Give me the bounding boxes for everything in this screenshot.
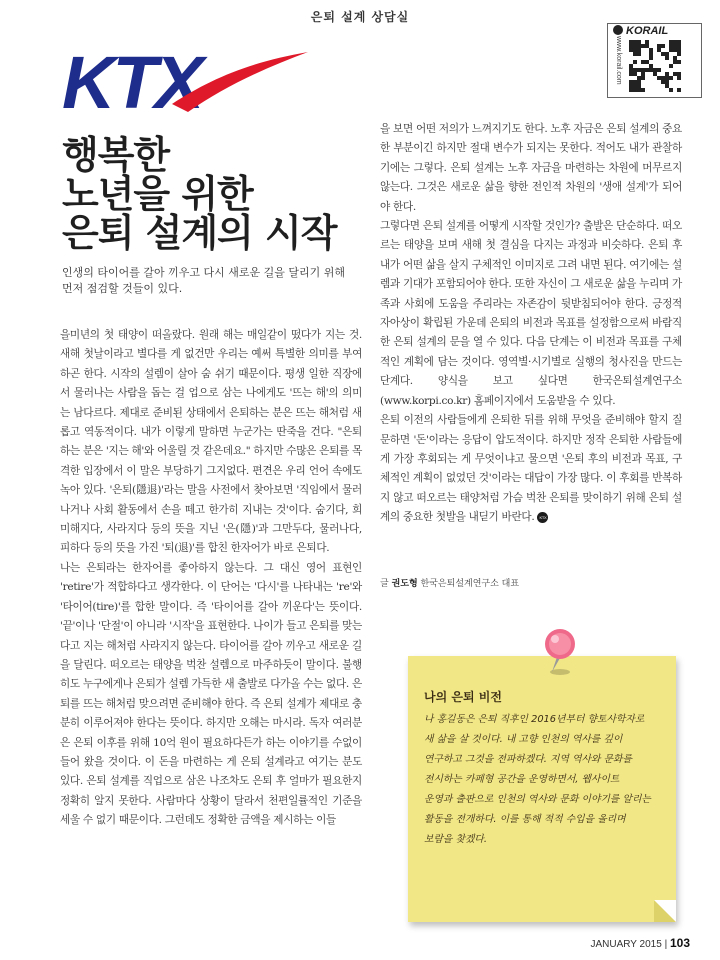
- note-line: 연구하고 그것을 전파하겠다. 지역 역사와 문화를: [424, 754, 632, 765]
- title-line: 은퇴 설계의 시작: [62, 211, 337, 255]
- article-title: [62, 133, 362, 255]
- note-line: 나 홍길동은 은퇴 직후인 2016년부터 향토사학자로: [424, 714, 645, 725]
- body-paragraph: 을 보면 어떤 저의가 느껴지기도 한다. 노후 자금은 은퇴 설계의 중요한 부분이긴 하지만 절대 변수가 되지는 못한다. 적어도 내가 관찰하기에는 그렇다. 은퇴 설계는 노후 자금을 마련하는 차원에 머무르지 않는다. 그것은 새로운 삶을 향한 전인적 차원의 '생애 설계'가 되어야 한다.: [380, 123, 682, 213]
- body-paragraph: 그렇다면 은퇴 설계를 어떻게 시작할 것인가? 출발은 단순하다. 떠오르는 태양을 보며 새해 첫 결심을 다지는 과정과 비슷하다. 은퇴 후 내가 어떤 삶을 살지 구체적인 이미지로 그려 내면 된다. 여기에는 설렘과 기대가 포함되어야 한다. 또한 자신이 그 새로운 삶을 누리며 가족과 사회에 도움을 주리라는 자존감이 뒷받침되어야 한다. 긍정적 자아상이 확립된 가운데 은퇴의 비전과 목표를 설정함으로써 바람직한 은퇴 설계의 문을 열 수 있다. 다음 단계는 이 비전과 목표를 구체적인 계획에 담는 것이다. 영역별·시기별로 실행의 청사진을 만드는 단계다. 양식을 보고 싶다면 한국은퇴설계연구소(www.korpi.co.kr) 홈페이지에서 도움받을 수 있다.: [380, 220, 682, 407]
- body-paragraph: 나는 은퇴라는 한자어를 좋아하지 않는다. 그 대신 영어 표현인 'retire'가 적합하다고 생각한다. 이 단어는 '다시'를 나타내는 're'와 '타이어(tire)'를 합한 말이다. 즉 '타이어를 갈아 끼운다'는 뜻이다. '끝'이나 '단절'이 아니라 '시작'을 표현한다. 나이가 들고 은퇴를 맞는다고 지는 해처럼 사라지지 않는다. 타이어를 갈아 끼우고 새로운 길을 달린다. 떠오르는 태양을 벅찬 설렘으로 마주하듯이 말이다. 불행히도 누구에게나 은퇴가 설렘 가득한 새 출발로 다가올 수는 없다. 은퇴를 뜨는 해처럼 맞으려면 준비해야 한다. 즉 은퇴 설계가 제대로 충분히 이루어져야 한다는 뜻이다. 하지만 오해는 마시라. 독자 여러분은 은퇴 이후를 위해 10억 원이 필요하다든가 하는 이야기를 수없이 들어 왔을 것이다. 이 돈을 마련하는 게 은퇴 설계라고 여기는 분도 있다. 은퇴 설계를 직업으로 삼은 나조차도 은퇴 후 얼마가 필요한지 정확히 알지 못한다. 사람마다 상황이 달라서 천편일률적인 기준을 세울 수 없기 때문이다. 그런데도 정확한 금액을 제시하는 이들: [60, 561, 362, 827]
- subtitle-line: 먼저 점검할 것들이 있다.: [62, 282, 183, 295]
- subtitle-line: 인생의 타이어를 갈아 끼우고 다시 새로운 길을 달리기 위해: [62, 266, 345, 279]
- ktx-logo-text: KTX: [62, 44, 201, 116]
- body-paragraph: 을미년의 첫 태양이 떠올랐다. 원래 해는 매일같이 떴다가 지는 것. 새해 첫날이라고 별다를 게 없건만 우리는 예써 특별한 의미를 부여하곤 한다. 시작의 설렘이 살아 숨 쉬기 때문이다. 평생 일한 직장에서 물러나는 사람을 돕는 걸 업으로 삼는 나에게도 '뜨는 해'의 의미는 남다르다. 제대로 준비된 상태에서 은퇴하는 분은 뜨는 해처럼 새롭고 역동적이다. 내가 이렇게 말하면 누군가는 딴죽을 건다. "은퇴하는 분은 '지는 해'와 어울릴 것 같은데요." 하지만 수많은 은퇴를 목격한 입장에서 이 말은 부당하기 그지없다. 편견은 우리 언어 속에도 녹아 있다. '은퇴(隱退)'라는 말을 사전에서 찾아보면 '직임에서 물러나거나 사회 활동에서 손을 떼고 한가히 지내는 것'이다. 숨기다, 희미해지다, 사라지다 등의 뜻을 지닌 '은(隱)'과 그만두다, 물러나다, 피하다 등의 뜻을 가진 '퇴(退)'를 합친 한자어가 바로 은퇴다.: [60, 329, 362, 555]
- note-line: 보람을 찾겠다.: [424, 834, 488, 845]
- body-paragraph: [380, 411, 682, 527]
- issue-date: JANUARY 2015: [590, 939, 662, 950]
- note-title: 나의 은퇴 비전: [424, 690, 502, 704]
- qr-code-icon[interactable]: [629, 40, 681, 92]
- note-body: [424, 710, 660, 850]
- title-line: 행복한: [62, 133, 170, 177]
- byline-author: 권도형: [391, 579, 418, 589]
- korail-brand: KORAIL: [626, 25, 669, 37]
- page-footer: [590, 936, 690, 950]
- ktx-logo: [60, 44, 310, 116]
- note-line: 전시하는 카페형 공간을 운영하면서, 웹사이트: [424, 774, 620, 785]
- pushpin-icon: [530, 624, 590, 680]
- body-column-right: [380, 120, 682, 528]
- note-fold: [654, 900, 676, 922]
- byline: [380, 576, 519, 589]
- body-column-left: [60, 326, 362, 831]
- title-line: 노년을 위한: [62, 172, 253, 216]
- byline-affiliation: 한국은퇴설계연구소 대표: [420, 579, 520, 589]
- note-line: 활동을 전개하다. 이를 통해 적적 수입을 올리며: [424, 814, 626, 825]
- note-line: 새 삶을 살 것이다. 내 고향 인천의 역사를 깊이: [424, 734, 623, 745]
- end-mark-icon: KTX: [537, 512, 548, 523]
- byline-prefix: 글: [380, 579, 389, 589]
- page-number: 103: [669, 936, 690, 950]
- article-subtitle: [62, 265, 362, 297]
- body-paragraph-text: 은퇴 이전의 사람들에게 은퇴한 뒤를 위해 무엇을 준비해야 할지 질문하면 '돈'이라는 응답이 압도적이다. 하지만 정작 은퇴한 사람들에게 가장 후회되는 게 무엇이냐고 물으면 '은퇴 후의 비전과 목표, 구체적인 계획이 없었던 것'이라는 대답이 가장 많다. 이 후회를 반복하지 않고 떠오르는 태양처럼 가슴 벅찬 은퇴를 맞이하기 위해 은퇴 설계의 중요한 첫발을 내딛기 바란다.: [380, 414, 682, 524]
- note-line: 운영과 출판으로 인천의 역사와 문화 이야기를 알리는: [424, 794, 651, 805]
- footer-separator: |: [664, 939, 668, 950]
- section-label: 은퇴 설계 상담실: [310, 10, 410, 24]
- korail-url[interactable]: www.korail.com: [615, 36, 622, 85]
